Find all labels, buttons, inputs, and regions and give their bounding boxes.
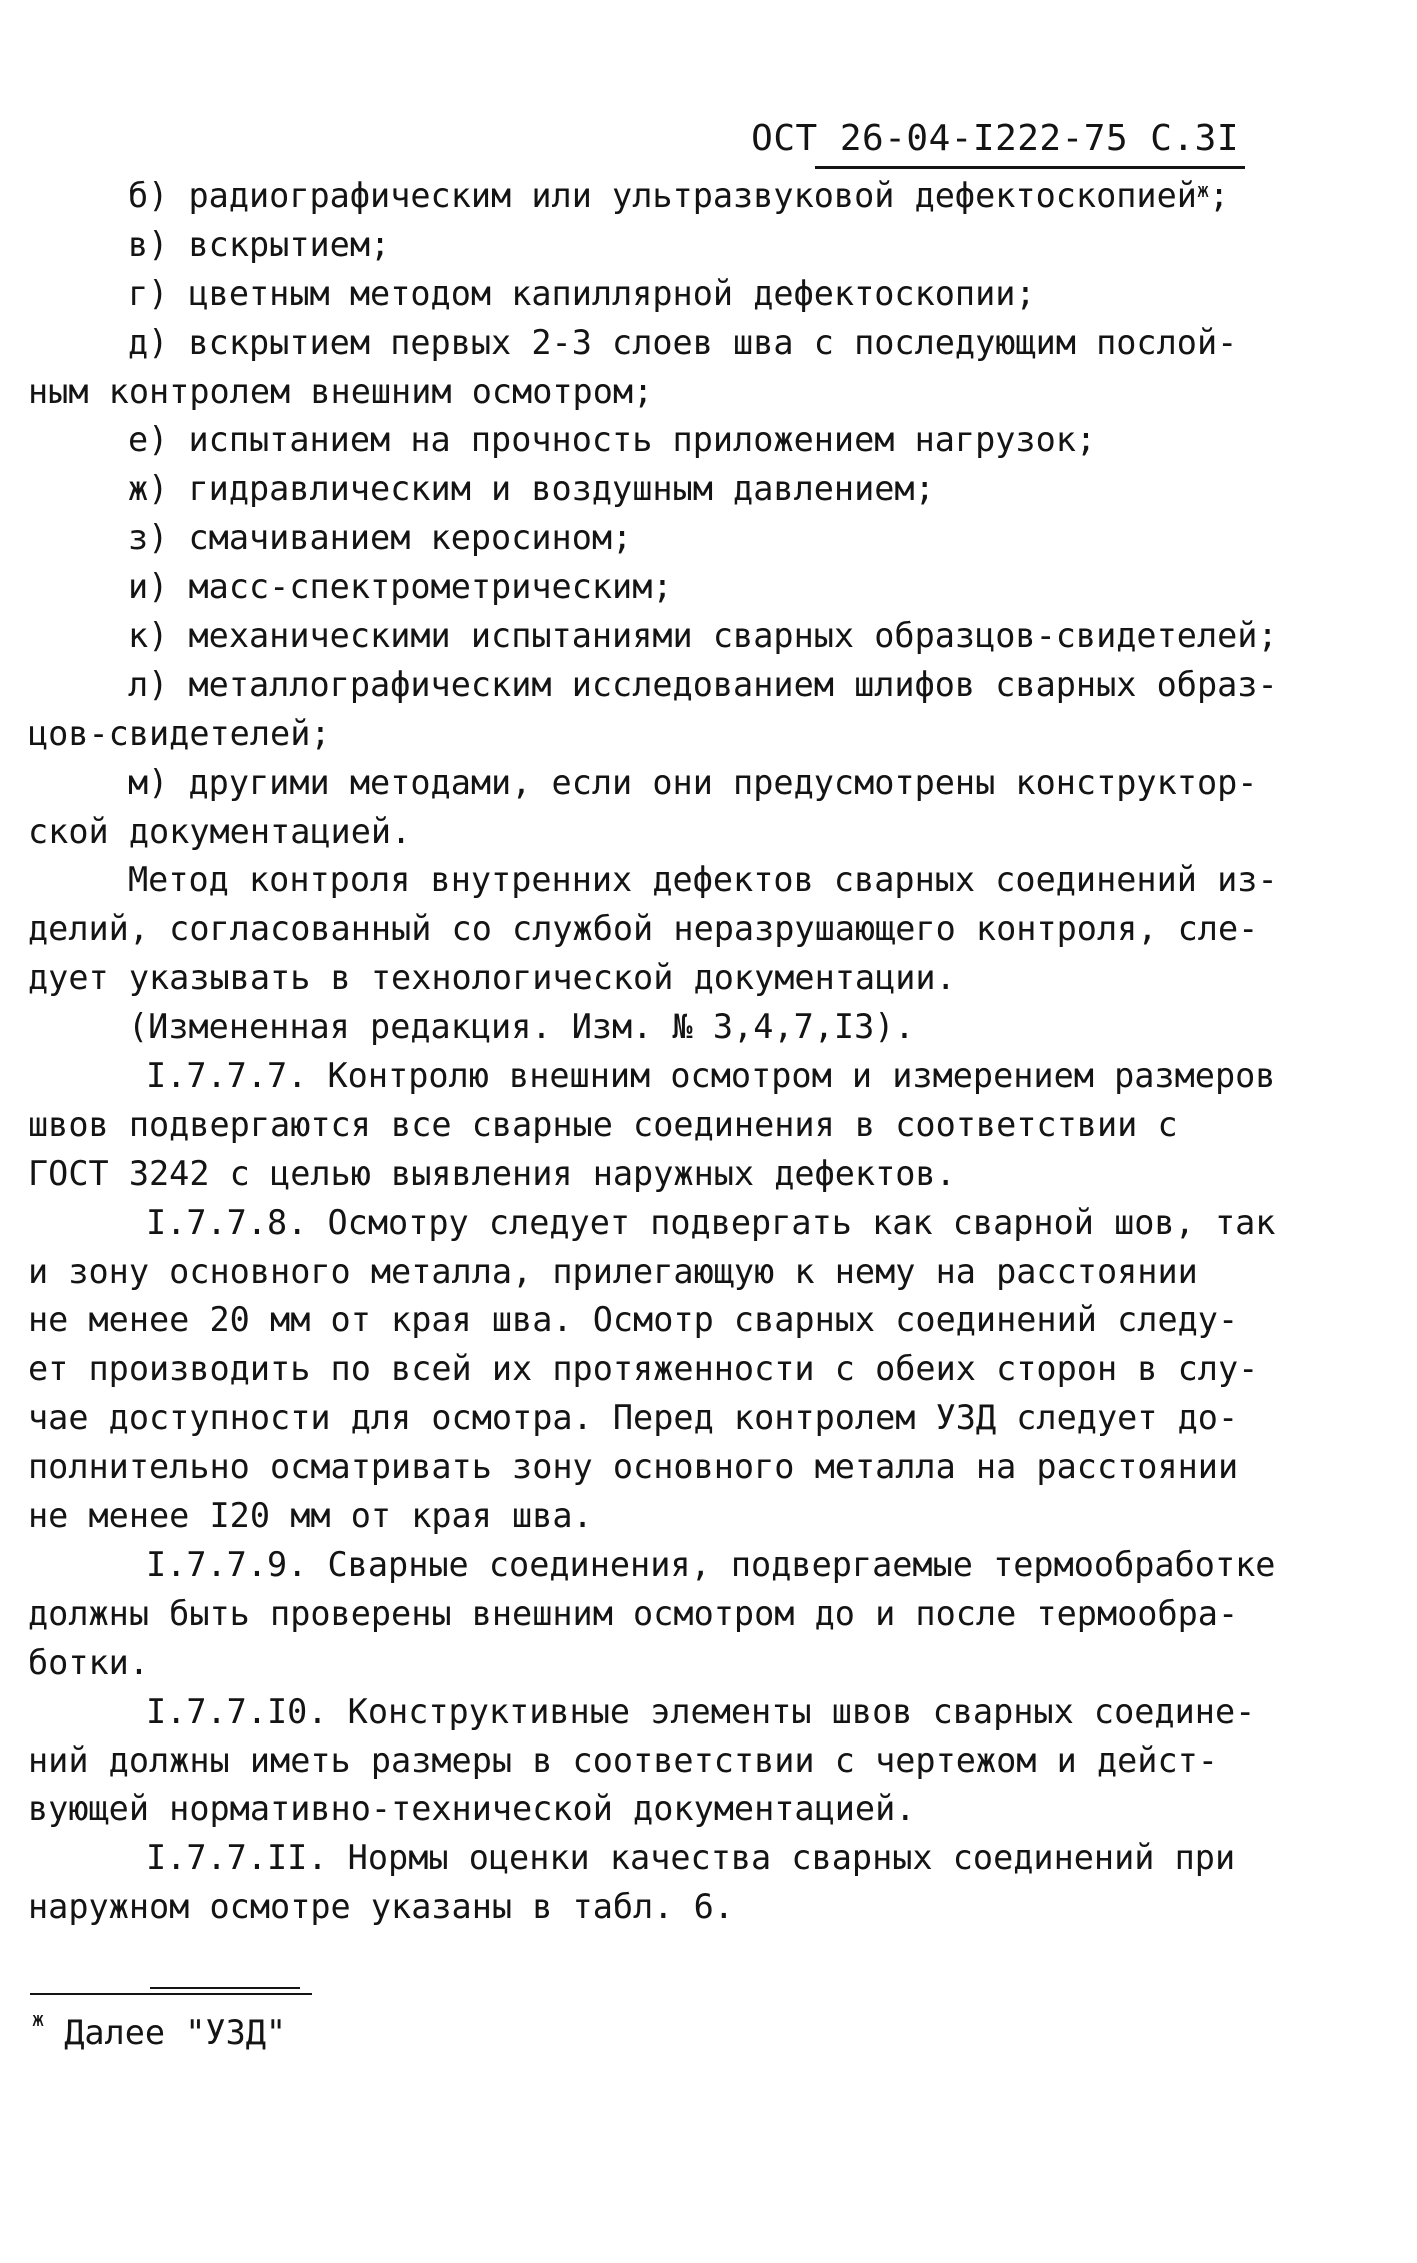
text-line: [28, 1003, 1283, 1052]
text-line: [28, 856, 1283, 905]
text-line: [28, 1688, 1283, 1737]
text-line-content: е) испытанием на прочность приложением нагрузок;: [128, 420, 1097, 460]
text-line: [28, 1639, 1283, 1688]
text-line: [28, 710, 1283, 759]
text-line: [28, 759, 1283, 808]
text-line-content: I.7.7.I0. Конструктивные элементы швов сварных соедине-: [146, 1691, 1256, 1731]
text-line-content: в) вскрытием;: [128, 224, 391, 264]
document-code-header: ОСТ 26-04-I222-75 С.3I: [751, 118, 1239, 159]
text-line: [28, 1052, 1283, 1101]
text-line: [28, 221, 1283, 270]
text-line-content: Метод контроля внутренних дефектов сварных соединений из-: [128, 860, 1278, 900]
text-line: [28, 808, 1283, 857]
text-line-content: I.7.7.9. Сварные соединения, подвергаемые термообработке: [146, 1544, 1276, 1584]
text-line-content: чае доступности для осмотра. Перед контролем УЗД следует до-: [28, 1398, 1239, 1438]
text-line-content: и зону основного металла, прилегающую к нему на расстоянии: [28, 1251, 1198, 1291]
text-line: [28, 1883, 1283, 1932]
text-line: [28, 1199, 1283, 1248]
header-underline: [815, 166, 1245, 169]
text-line-content: ской документацией.: [28, 811, 412, 851]
footnote: [32, 2007, 287, 2052]
text-line-content: ботки.: [28, 1642, 150, 1682]
footnote-separator-upper: [150, 1987, 300, 1989]
text-line-content: г) цветным методом капиллярной дефектоскопии;: [128, 273, 1036, 313]
text-line: [28, 954, 1283, 1003]
text-line-content: м) другими методами, если они предусмотрены конструктор-: [128, 762, 1258, 802]
text-line-content: цов-свидетелей;: [28, 713, 331, 753]
text-line: [28, 416, 1283, 465]
text-line-content: I.7.7.II. Нормы оценки качества сварных соединений при: [146, 1838, 1236, 1878]
text-line-content: должны быть проверены внешним осмотром до и после термообра-: [28, 1593, 1239, 1633]
text-line-content: к) механическими испытаниями сварных образцов-свидетелей;: [128, 616, 1278, 656]
footnote-mark: ж: [32, 2007, 45, 2031]
text-line-content: б) радиографическим или ультразвуковой дефектоскопией: [128, 176, 1197, 215]
text-line: [28, 172, 1283, 221]
footnote-reference: ж: [1196, 178, 1209, 202]
text-line-content: полнительно осматривать зону основного металла на расстоянии: [28, 1447, 1239, 1487]
text-line-content: ет производить по всей их протяженности с обеих сторон в слу-: [28, 1349, 1259, 1389]
footnote-separator: [30, 1993, 312, 1995]
text-line: [28, 1150, 1283, 1199]
text-line: [28, 1541, 1283, 1590]
text-line: [28, 905, 1283, 954]
text-line-content: ГОСТ 3242 с целью выявления наружных дефектов.: [28, 1153, 956, 1193]
text-line-content: з) смачиванием керосином;: [128, 518, 633, 558]
text-line: [28, 319, 1283, 368]
text-line: [28, 368, 1283, 417]
text-line-content: не менее I20 мм от края шва.: [28, 1496, 593, 1536]
text-line-content: д) вскрытием первых 2-3 слоев шва с последующим послой-: [128, 322, 1238, 362]
text-line-content: наружном осмотре указаны в табл. 6.: [28, 1887, 734, 1927]
text-line: [28, 1590, 1283, 1639]
text-line: [28, 514, 1283, 563]
text-line-content: (Измененная редакция. Изм. № 3,4,7,I3).: [128, 1007, 915, 1047]
text-line-content: и) масс-спектрометрическим;: [128, 567, 673, 607]
text-line-tail: ;: [1209, 176, 1230, 215]
text-line: [28, 563, 1283, 612]
text-line: [28, 1296, 1283, 1345]
text-line-content: ж) гидравлическим и воздушным давлением;: [128, 469, 935, 509]
text-line: [28, 1394, 1283, 1443]
text-line-content: делий, согласованный со службой неразрушающего контроля, сле-: [28, 909, 1259, 949]
text-line-content: I.7.7.8. Осмотру следует подвергать как сварной шов, так: [146, 1202, 1276, 1242]
text-line-content: ным контролем внешним осмотром;: [28, 371, 654, 411]
text-line: [28, 1345, 1283, 1394]
text-line-content: ний должны иметь размеры в соответствии с чертежом и дейст-: [28, 1740, 1218, 1780]
text-line: [28, 1737, 1283, 1786]
document-body: [28, 172, 1283, 1932]
text-line: [28, 465, 1283, 514]
text-line-content: швов подвергаются все сварные соединения в соответствии с: [28, 1104, 1178, 1144]
text-line: [28, 270, 1283, 319]
text-line: [28, 1834, 1283, 1883]
text-line: [28, 1492, 1283, 1541]
text-line-content: не менее 20 мм от края шва. Осмотр сварных соединений следу-: [28, 1300, 1239, 1340]
text-line: [28, 1101, 1283, 1150]
footnote-text: Далее "УЗД": [64, 2013, 287, 2052]
text-line-content: вующей нормативно-технической документацией.: [28, 1789, 916, 1829]
text-line-content: I.7.7.7. Контролю внешним осмотром и измерением размеров: [146, 1056, 1276, 1096]
text-line: [28, 661, 1283, 710]
text-line: [28, 1248, 1283, 1297]
text-line: [28, 612, 1283, 661]
text-line: [28, 1443, 1283, 1492]
text-line-content: дует указывать в технологической документации.: [28, 958, 956, 998]
text-line-content: л) металлографическим исследованием шлифов сварных образ-: [128, 664, 1278, 704]
text-line: [28, 1785, 1283, 1834]
